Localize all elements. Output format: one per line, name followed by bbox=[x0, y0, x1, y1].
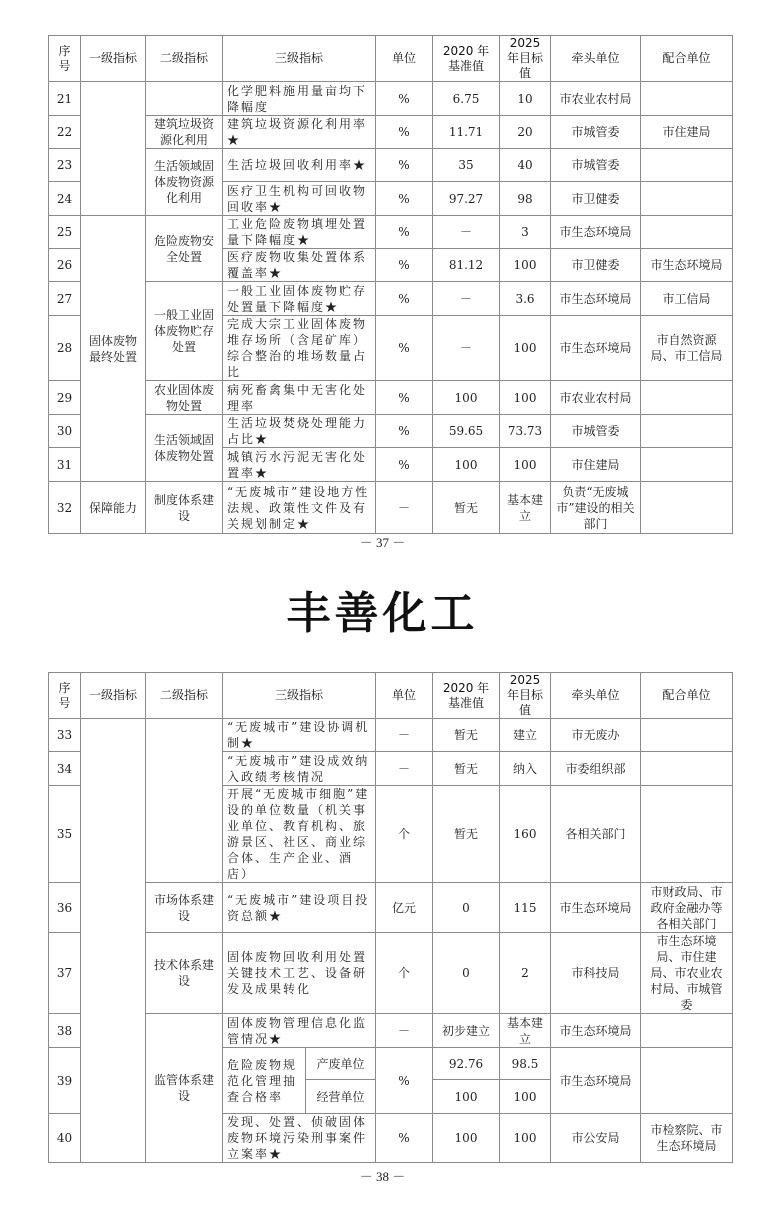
unit-cell: % bbox=[376, 1048, 433, 1114]
target-cell: 100 bbox=[500, 249, 551, 282]
header-level1: 一级指标 bbox=[81, 673, 146, 719]
sub-indicator-cell: 产废单位 bbox=[306, 1048, 376, 1080]
level3-cell: 固体废物管理信息化监管情况★ bbox=[223, 1014, 376, 1048]
lead-cell: 市城管委 bbox=[551, 149, 641, 182]
level2-cell: 制度体系建设 bbox=[146, 482, 223, 534]
target-cell: 100 bbox=[500, 1114, 551, 1163]
base-cell: 6.75 bbox=[433, 82, 500, 116]
base-cell: 59.65 bbox=[433, 415, 500, 448]
base-cell: 暂无 bbox=[433, 752, 500, 786]
target-cell: 2 bbox=[500, 933, 551, 1014]
lead-cell: 市卫健委 bbox=[551, 182, 641, 216]
base-cell: 0 bbox=[433, 933, 500, 1014]
level3-cell: 病死畜禽集中无害化处理率 bbox=[223, 381, 376, 415]
table-row bbox=[49, 719, 733, 752]
level3-cell: 城镇污水污泥无害化处置率★ bbox=[223, 448, 376, 482]
sub-indicator-cell: 经营单位 bbox=[306, 1080, 376, 1114]
level3-cell: 化学肥料施用量亩均下降幅度 bbox=[223, 82, 376, 116]
page-number-37: － 37 － bbox=[359, 535, 406, 550]
target-cell: 100 bbox=[500, 381, 551, 415]
level3-cell: “无废城市”建设成效纳入政绩考核情况 bbox=[223, 752, 376, 786]
unit-cell: % bbox=[376, 216, 433, 249]
coop-cell: 市生态环境局 bbox=[641, 249, 733, 282]
base-cell: 100 bbox=[433, 1080, 500, 1114]
level3-cell: 医疗废物收集处置体系覆盖率★ bbox=[223, 249, 376, 282]
level3-cell: 固体废物回收利用处置关键技术工艺、设备研发及成果转化 bbox=[223, 933, 376, 1014]
level3-cell: “无废城市”建设项目投资总额★ bbox=[223, 883, 376, 933]
level2-cell: 技术体系建设 bbox=[146, 933, 223, 1014]
target-cell: 基本建立 bbox=[500, 482, 551, 534]
lead-cell: 市生态环境局 bbox=[551, 1014, 641, 1048]
unit-cell: % bbox=[376, 82, 433, 116]
header-base-2020: 2020 年基准值 bbox=[433, 36, 500, 82]
target-cell: 纳入 bbox=[500, 752, 551, 786]
level3-cell: 生活垃圾回收利用率★ bbox=[223, 149, 376, 182]
base-cell: 100 bbox=[433, 1114, 500, 1163]
unit-cell: － bbox=[376, 1014, 433, 1048]
table-row bbox=[49, 116, 733, 149]
level2-cell: 监管体系建设 bbox=[146, 1014, 223, 1163]
lead-cell: 市委组织部 bbox=[551, 752, 641, 786]
level2-cell: 一般工业固体废物贮存处置 bbox=[146, 282, 223, 381]
lead-cell: 市公安局 bbox=[551, 1114, 641, 1163]
level2-cell bbox=[146, 719, 223, 883]
coop-cell bbox=[641, 149, 733, 182]
target-cell: 3 bbox=[500, 216, 551, 249]
unit-cell: % bbox=[376, 116, 433, 149]
base-cell: 初步建立 bbox=[433, 1014, 500, 1048]
table-row bbox=[49, 149, 733, 182]
target-cell: 73.73 bbox=[500, 415, 551, 448]
lead-cell: 市农业农村局 bbox=[551, 82, 641, 116]
base-cell: 0 bbox=[433, 883, 500, 933]
header-coop-unit: 配合单位 bbox=[641, 673, 733, 719]
lead-cell: 市生态环境局 bbox=[551, 1048, 641, 1114]
level1-cell: 固体废物最终处置 bbox=[81, 216, 146, 482]
level1-cell bbox=[81, 719, 146, 1163]
coop-cell bbox=[641, 82, 733, 116]
page-number-38: － 38 － bbox=[359, 1169, 406, 1184]
coop-cell bbox=[641, 482, 733, 534]
header-seq: 序号 bbox=[49, 36, 81, 82]
level1-cell: 保障能力 bbox=[81, 482, 146, 534]
indicator-table-page-37 bbox=[48, 35, 733, 534]
seq-cell: 29 bbox=[49, 381, 81, 415]
header-unit: 单位 bbox=[376, 36, 433, 82]
target-cell: 115 bbox=[500, 883, 551, 933]
header-row bbox=[49, 673, 733, 719]
table-row bbox=[49, 82, 733, 116]
seq-cell: 25 bbox=[49, 216, 81, 249]
base-cell: 11.71 bbox=[433, 116, 500, 149]
header-level3: 三级指标 bbox=[223, 36, 376, 82]
table-row bbox=[49, 933, 733, 1014]
seq-cell: 37 bbox=[49, 933, 81, 1014]
seq-cell: 40 bbox=[49, 1114, 81, 1163]
base-cell: － bbox=[433, 316, 500, 381]
unit-cell: % bbox=[376, 415, 433, 448]
level1-cell bbox=[81, 82, 146, 216]
coop-cell bbox=[641, 381, 733, 415]
target-cell: 3.6 bbox=[500, 282, 551, 316]
level3-cell: “无废城市”建设协调机制★ bbox=[223, 719, 376, 752]
target-cell: 40 bbox=[500, 149, 551, 182]
coop-cell: 市住建局 bbox=[641, 116, 733, 149]
table-row bbox=[49, 482, 733, 534]
watermark-text: 丰善化工 bbox=[286, 588, 479, 639]
seq-cell: 24 bbox=[49, 182, 81, 216]
base-cell: － bbox=[433, 282, 500, 316]
indicator-table-page-38 bbox=[48, 672, 733, 1163]
level2-cell: 危险废物安全处置 bbox=[146, 216, 223, 282]
unit-cell: % bbox=[376, 149, 433, 182]
level3-cell: 完成大宗工业固体废物堆存场所（含尾矿库）综合整治的堆场数量占比 bbox=[223, 316, 376, 381]
level3-cell: 危险废物规范化管理抽查合格率 bbox=[223, 1048, 306, 1114]
coop-cell: 市检察院、市生态环境局 bbox=[641, 1114, 733, 1163]
lead-cell: 市生态环境局 bbox=[551, 316, 641, 381]
target-cell: 100 bbox=[500, 1080, 551, 1114]
unit-cell: 个 bbox=[376, 933, 433, 1014]
header-base-2020: 2020 年基准值 bbox=[433, 673, 500, 719]
header-target-2025: 2025 年目标值 bbox=[500, 673, 551, 719]
base-cell: 81.12 bbox=[433, 249, 500, 282]
seq-cell: 32 bbox=[49, 482, 81, 534]
unit-cell: 个 bbox=[376, 786, 433, 883]
coop-cell: 市财政局、市政府金融办等各相关部门 bbox=[641, 883, 733, 933]
header-lead-unit: 牵头单位 bbox=[551, 673, 641, 719]
table-row bbox=[49, 282, 733, 316]
coop-cell bbox=[641, 1048, 733, 1114]
coop-cell: 市自然资源局、市工信局 bbox=[641, 316, 733, 381]
seq-cell: 33 bbox=[49, 719, 81, 752]
unit-cell: % bbox=[376, 182, 433, 216]
coop-cell bbox=[641, 415, 733, 448]
table-row bbox=[49, 381, 733, 415]
seq-cell: 27 bbox=[49, 282, 81, 316]
seq-cell: 35 bbox=[49, 786, 81, 883]
coop-cell: 市生态环境局、市住建局、市农业农村局、市城管委 bbox=[641, 933, 733, 1014]
level3-cell: “无废城市”建设地方性法规、政策性文件及有关规划制定★ bbox=[223, 482, 376, 534]
level3-cell: 建筑垃圾资源化利用率★ bbox=[223, 116, 376, 149]
unit-cell: － bbox=[376, 719, 433, 752]
target-cell: 160 bbox=[500, 786, 551, 883]
table-row bbox=[49, 1014, 733, 1048]
seq-cell: 34 bbox=[49, 752, 81, 786]
unit-cell: % bbox=[376, 282, 433, 316]
coop-cell bbox=[641, 182, 733, 216]
level2-cell: 生活领域固体废物处置 bbox=[146, 415, 223, 482]
level3-cell: 一般工业固体废物贮存处置量下降幅度★ bbox=[223, 282, 376, 316]
seq-cell: 39 bbox=[49, 1048, 81, 1114]
header-level2: 二级指标 bbox=[146, 36, 223, 82]
level2-cell: 生活领域固体废物资源化利用 bbox=[146, 149, 223, 216]
seq-cell: 36 bbox=[49, 883, 81, 933]
coop-cell bbox=[641, 216, 733, 249]
level2-cell: 建筑垃圾资源化利用 bbox=[146, 116, 223, 149]
level3-cell: 开展“无废城市细胞”建设的单位数量（机关事业单位、教育机构、旅游景区、社区、商业综合体、生产企业、酒店） bbox=[223, 786, 376, 883]
header-level2: 二级指标 bbox=[146, 673, 223, 719]
target-cell: 98 bbox=[500, 182, 551, 216]
header-coop-unit: 配合单位 bbox=[641, 36, 733, 82]
lead-cell: 市住建局 bbox=[551, 448, 641, 482]
lead-cell: 市生态环境局 bbox=[551, 216, 641, 249]
coop-cell bbox=[641, 448, 733, 482]
lead-cell: 市农业农村局 bbox=[551, 381, 641, 415]
target-cell: 20 bbox=[500, 116, 551, 149]
seq-cell: 22 bbox=[49, 116, 81, 149]
unit-cell: － bbox=[376, 752, 433, 786]
header-row bbox=[49, 36, 733, 82]
target-cell: 98.5 bbox=[500, 1048, 551, 1080]
header-seq: 序号 bbox=[49, 673, 81, 719]
level3-cell: 生活垃圾焚烧处理能力占比★ bbox=[223, 415, 376, 448]
seq-cell: 38 bbox=[49, 1014, 81, 1048]
table-row bbox=[49, 415, 733, 448]
coop-cell bbox=[641, 719, 733, 752]
header-level3: 三级指标 bbox=[223, 673, 376, 719]
lead-cell: 市科技局 bbox=[551, 933, 641, 1014]
level3-cell: 医疗卫生机构可回收物回收率★ bbox=[223, 182, 376, 216]
base-cell: － bbox=[433, 216, 500, 249]
header-level1: 一级指标 bbox=[81, 36, 146, 82]
unit-cell: % bbox=[376, 316, 433, 381]
coop-cell bbox=[641, 752, 733, 786]
base-cell: 35 bbox=[433, 149, 500, 182]
level2-cell bbox=[146, 82, 223, 116]
coop-cell: 市工信局 bbox=[641, 282, 733, 316]
unit-cell: 亿元 bbox=[376, 883, 433, 933]
level3-cell: 发现、处置、侦破固体废物环境污染刑事案件立案率★ bbox=[223, 1114, 376, 1163]
table-row bbox=[49, 883, 733, 933]
target-cell: 100 bbox=[500, 448, 551, 482]
seq-cell: 23 bbox=[49, 149, 81, 182]
lead-cell: 负责“无废城市”建设的相关部门 bbox=[551, 482, 641, 534]
seq-cell: 21 bbox=[49, 82, 81, 116]
coop-cell bbox=[641, 1014, 733, 1048]
seq-cell: 28 bbox=[49, 316, 81, 381]
lead-cell: 各相关部门 bbox=[551, 786, 641, 883]
seq-cell: 26 bbox=[49, 249, 81, 282]
level3-cell: 工业危险废物填埋处置量下降幅度★ bbox=[223, 216, 376, 249]
target-cell: 100 bbox=[500, 316, 551, 381]
unit-cell: % bbox=[376, 249, 433, 282]
lead-cell: 市无废办 bbox=[551, 719, 641, 752]
target-cell: 建立 bbox=[500, 719, 551, 752]
lead-cell: 市城管委 bbox=[551, 116, 641, 149]
lead-cell: 市生态环境局 bbox=[551, 883, 641, 933]
level2-cell: 农业固体废物处置 bbox=[146, 381, 223, 415]
base-cell: 暂无 bbox=[433, 786, 500, 883]
base-cell: 92.76 bbox=[433, 1048, 500, 1080]
table-row bbox=[49, 216, 733, 249]
unit-cell: － bbox=[376, 482, 433, 534]
target-cell: 基本建立 bbox=[500, 1014, 551, 1048]
base-cell: 暂无 bbox=[433, 482, 500, 534]
base-cell: 100 bbox=[433, 381, 500, 415]
unit-cell: % bbox=[376, 448, 433, 482]
lead-cell: 市卫健委 bbox=[551, 249, 641, 282]
coop-cell bbox=[641, 786, 733, 883]
lead-cell: 市生态环境局 bbox=[551, 282, 641, 316]
header-unit: 单位 bbox=[376, 673, 433, 719]
header-lead-unit: 牵头单位 bbox=[551, 36, 641, 82]
base-cell: 97.27 bbox=[433, 182, 500, 216]
base-cell: 暂无 bbox=[433, 719, 500, 752]
seq-cell: 30 bbox=[49, 415, 81, 448]
unit-cell: % bbox=[376, 1114, 433, 1163]
lead-cell: 市城管委 bbox=[551, 415, 641, 448]
header-target-2025: 2025 年目标值 bbox=[500, 36, 551, 82]
base-cell: 100 bbox=[433, 448, 500, 482]
target-cell: 10 bbox=[500, 82, 551, 116]
seq-cell: 31 bbox=[49, 448, 81, 482]
unit-cell: % bbox=[376, 381, 433, 415]
level2-cell: 市场体系建设 bbox=[146, 883, 223, 933]
